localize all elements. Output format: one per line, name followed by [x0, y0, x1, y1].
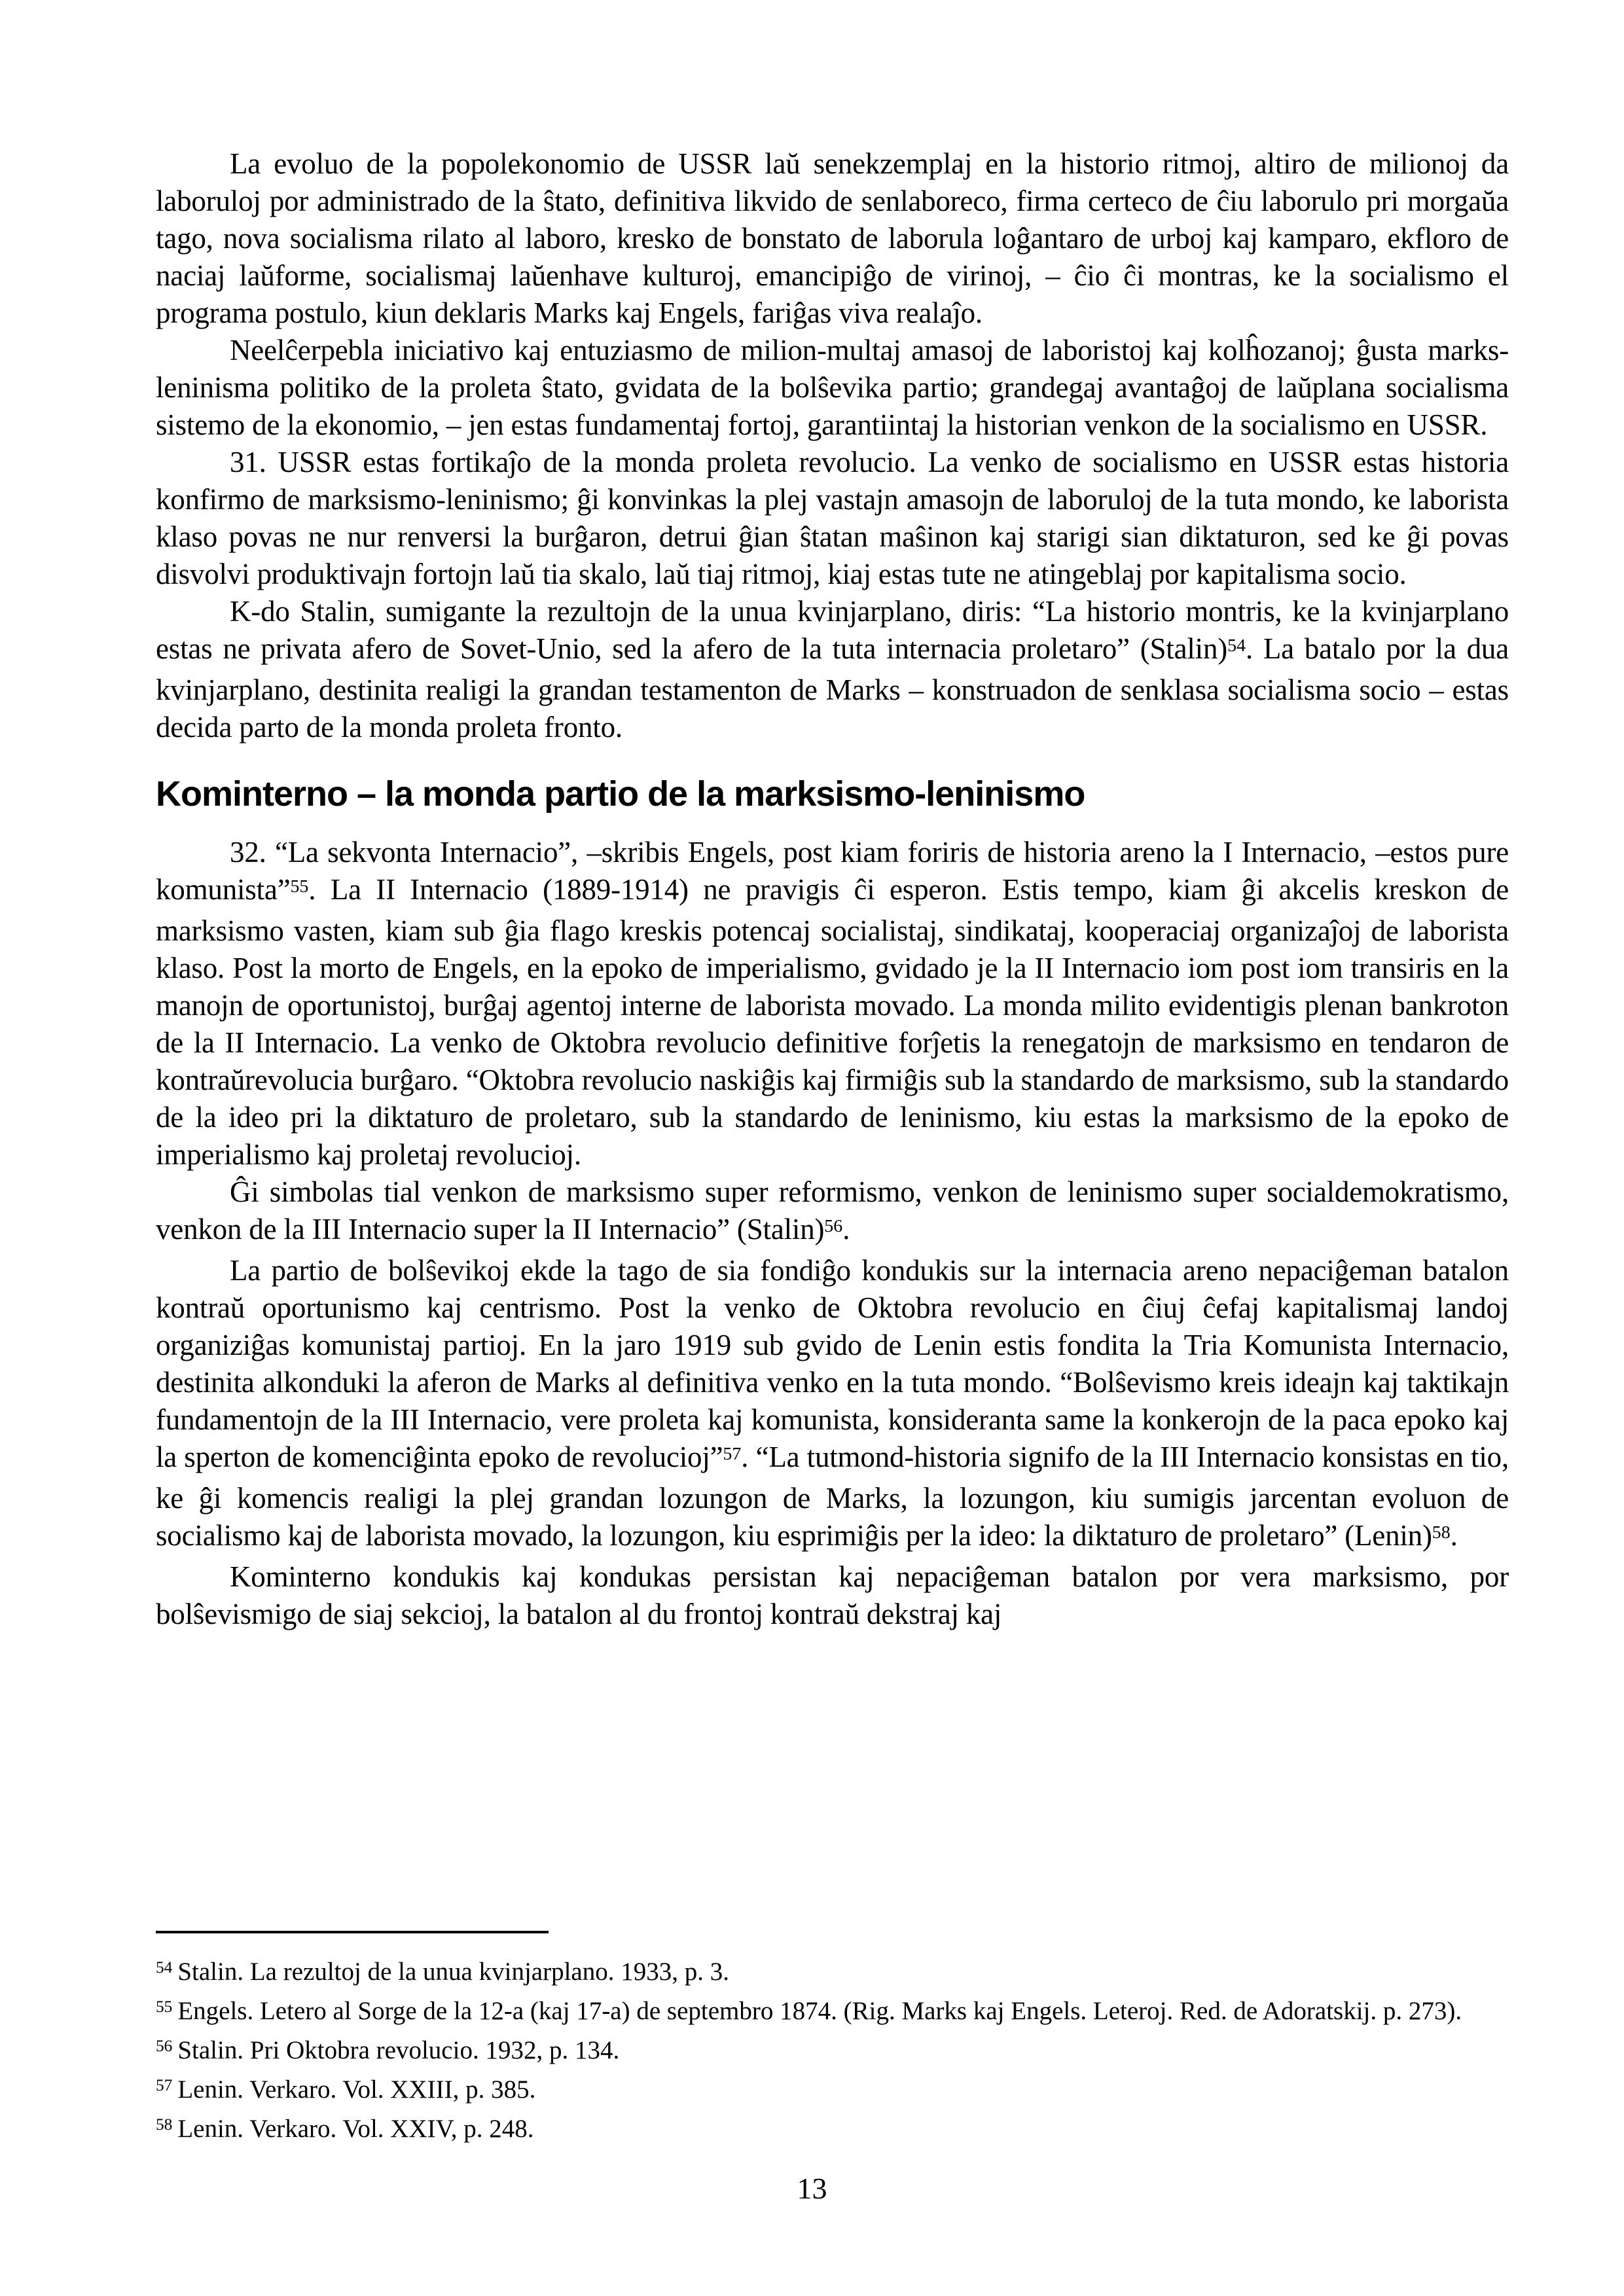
- footnote-item: $^{55}$ Engels. Letero al Sorge de la 12-a (kaj 17-a) de septembro 1874. (Rig. Marks kaj Engels. Leteroj. Red. de Adoratskij. p. 273).: [156, 1997, 1462, 2025]
- section-heading: Kominterno – la monda partio de la marksismo-leninismo: [156, 774, 1085, 814]
- body-text: [156, 145, 1509, 1633]
- footnote-item: $^{57}$ Lenin. Verkaro. Vol. XXIII, p. 385.: [156, 2075, 536, 2104]
- footnote-reference: 56: [824, 1216, 843, 1237]
- footnote-list: [156, 1956, 1509, 2148]
- footnote-number: 58: [156, 2115, 173, 2134]
- paragraph-kdo-stalin: K-do Stalin, sumigante la rezultojn de la unua kvinjarplano, diris: “La historio montris, ke la kvinjarplano estas ne privata afero de Sovet-Unio, sed la afero de la tuta internacia proletaro” (Stalin)$^{54}$. La batalo por la dua kvinjarplano, destinita realigi la grandan testamenton de Marks – konstruadon de senklasa socialisma socio – estas decida parto de la monda proleta fronto.: [156, 595, 1509, 744]
- footnote-number: 56: [156, 2036, 173, 2055]
- footnote-reference: 55: [290, 876, 309, 897]
- footnote-number: 55: [156, 1997, 173, 2016]
- paragraph-32: 32. “La sekvonta Internacio”, –skribis Engels, post kiam foriris de historia areno la I Internacio, –estos pure komunista”$^{55}$. La II Internacio (1889-1914) ne pravigis ĉi esperon. Estis tempo, kiam ĝi akcelis kreskon de marksismo vasten, kiam sub ĝia flago kreskis potencaj socialistaj, sindikataj, kooperaciaj organizaĵoj de laborista klaso. Post la morto de Engels, en la epoko de imperialismo, gvidado je la II Internacio iom post iom transiris en la manojn de oportunistoj, burĝaj agentoj interne de laborista movado. La monda milito evidentigis plenan bankroton de la II Internacio. La venko de Oktobra revolucio definitive forĵetis la renegatojn de marksismo en tendaron de kontraŭrevolucia burĝaro. “Oktobra revolucio naskiĝis kaj firmiĝis sub la standardo de marksismo, sub la standardo de la ideo pri la diktaturo de proletaro, sub la standardo de leninismo, kiu estas la marksismo de la epoko de imperialismo kaj proletaj revolucioj.: [156, 836, 1509, 1171]
- footnote-number: 57: [156, 2075, 173, 2094]
- footnotes-section: [156, 1931, 1509, 2152]
- footnote-reference: 58: [1432, 1522, 1451, 1543]
- footnote-separator-rule: [156, 1931, 549, 1933]
- footnote-reference: 54: [1227, 636, 1246, 656]
- footnote-reference: 57: [723, 1444, 742, 1465]
- paragraph-partio-bolsevikoj: La partio de bolŝevikoj ekde la tago de sia fondiĝo kondukis sur la internacia areno nepaciĝeman batalon kontraŭ oportunismo kaj centrismo. Post la venko de Oktobra revolucio en ĉiuj ĉefaj kapitalismaj landoj organiziĝas komunistaj partioj. En la jaro 1919 sub gvido de Lenin estis fondita la Tria Komunista Internacio, destinita alkonduki la aferon de Marks al definitiva venko en la tuta mondo. “Bolŝevismo kreis ideajn kaj taktikajn fundamentojn de la III Internacio, vere proleta kaj komunista, konsideranta same la konkerojn de la paca epoko kaj la sperton de komenciĝinta epoko de revolucioj”$^{57}$. “La tutmond-historia signifo de la III Internacio konsistas en tio, ke ĝi komencis realigi la plej grandan lozungon de Marks, la lozungon, kiu sumigis jarcentan evoluon de socialismo kaj de laborista movado, la lozungon, kiu esprimiĝis per la ideo: la diktaturo de proletaro” (Lenin)$^{58}$.: [156, 1254, 1509, 1552]
- footnote-number: 54: [156, 1958, 173, 1977]
- footnote-item: $^{58}$ Lenin. Verkaro. Vol. XXIV, p. 248.: [156, 2115, 534, 2143]
- footnote-item: $^{54}$ Stalin. La rezultoj de la unua kvinjarplano. 1933, p. 3.: [156, 1958, 729, 1986]
- paragraph-evoluo: La evoluo de la popolekonomio de USSR laŭ senekzemplaj en la historio ritmoj, altiro de milionoj da laboruloj por administrado de la ŝtato, definitiva likvido de senlaboreco, firma certeco de ĉiu laborulo pri morgaŭa tago, nova socialisma rilato al laboro, kresko de bonstato de laborula loĝantaro de urboj kaj kamparo, ekfloro de naciaj laŭforme, socialismaj laŭenhave kulturoj, emancipiĝo de virinoj, – ĉio ĉi montras, ke la socialismo el programa postulo, kiun deklaris Marks kaj Engels, fariĝas viva realaĵo.: [156, 147, 1509, 329]
- footnote-item: $^{56}$ Stalin. Pri Oktobra revolucio. 1932, p. 134.: [156, 2036, 620, 2064]
- paragraph-neelcerpebla: Neelĉerpebla iniciativo kaj entuziasmo de milion-multaj amasoj de laboristoj kaj kolĥozanoj; ĝusta marks-leninisma politiko de la proleta ŝtato, gvidata de la bolŝevika partio; grandegaj avantaĝoj de laŭplana socialisma sistemo de la ekonomio, – jen estas fundamentaj fortoj, garantiintaj la historian venkon de la socialismo en USSR.: [156, 334, 1509, 441]
- paragraph-kominterno-kondukis: Kominterno kondukis kaj kondukas persistan kaj nepaciĝeman batalon por vera marksismo, por bolŝevismigo de siaj sekcioj, la batalon al du frontoj kontraŭ dekstraj kaj: [156, 1560, 1509, 1630]
- page-number: 13: [797, 2172, 827, 2205]
- paragraph-31: 31. USSR estas fortikaĵo de la monda proleta revolucio. La venko de socialismo en USSR estas historia konfirmo de marksismo-leninismo; ĝi konvinkas la plej vastajn amasojn de laboruloj de la tuta mondo, ke laborista klaso povas ne nur renversi la burĝaron, detrui ĝian ŝtatan maŝinon kaj starigi sian diktaturon, sed ke ĝi povas disvolvi produktivajn fortojn laŭ tia skalo, laŭ tiaj ritmoj, kiaj estas tute ne atingeblaj por kapitalisma socio.: [156, 446, 1509, 590]
- paragraph-gi-simbolas: Ĝi simbolas tial venkon de marksismo super reformismo, venkon de leninismo super socialdemokratismo, venkon de la III Internacio super la II Internacio” (Stalin)$^{56}$.: [156, 1175, 1509, 1246]
